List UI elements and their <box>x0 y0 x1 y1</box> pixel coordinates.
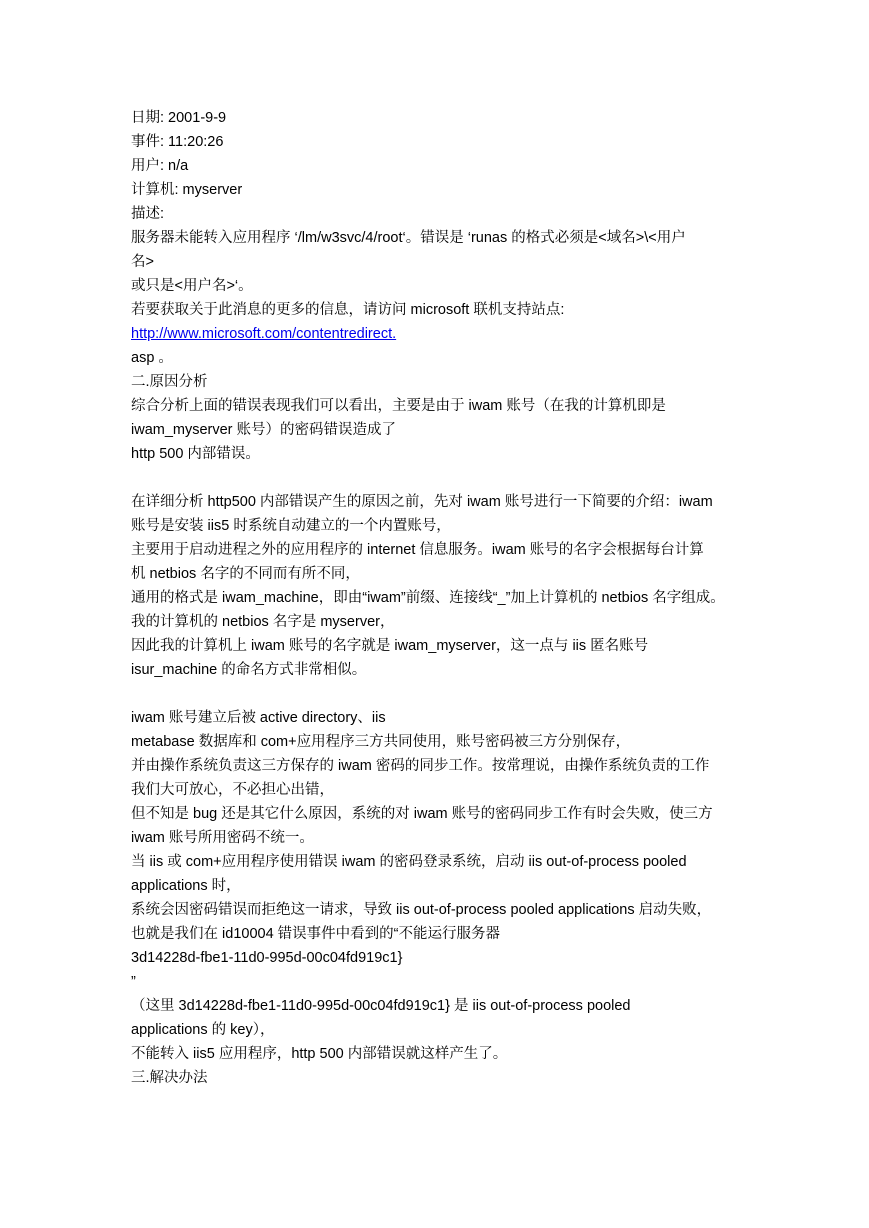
support-link-suffix: asp 。 <box>131 350 173 366</box>
support-link[interactable]: http://www.microsoft.com/contentredirect. <box>131 326 397 342</box>
computer-line: 计算机: myserver <box>131 182 243 198</box>
paragraph-line: 但不知是 bug 还是其它什么原因，系统的对 iwam 账号的密码同步工作有时会失败，使三方 <box>131 806 713 822</box>
paragraph-line: ” <box>131 974 136 990</box>
document-body <box>131 106 743 1090</box>
paragraph-line: iwam 账号建立后被 active directory、iis <box>131 710 386 726</box>
paragraph-line: applications 时， <box>131 878 241 894</box>
paragraph-line: 机 netbios 名字的不同而有所不同， <box>131 566 360 582</box>
blank-line <box>131 682 743 706</box>
paragraph-line: 并由操作系统负责这三方保存的 iwam 密码的同步工作。按常理说，由操作系统负责的工作 <box>131 758 710 774</box>
paragraph-line: 我们大可放心，不必担心出错， <box>131 782 334 798</box>
paragraph-line: 账号是安装 iis5 时系统自动建立的一个内置账号， <box>131 518 451 534</box>
time-line: 事件: 11:20:26 <box>131 134 224 150</box>
paragraph-line: 不能转入 iis5 应用程序，http 500 内部错误就这样产生了。 <box>131 1046 508 1062</box>
paragraph-line: 也就是我们在 id10004 错误事件中看到的“不能运行服务器 <box>131 926 500 942</box>
paragraph-line: 3d14228d-fbe1-11d0-995d-00c04fd919c1} <box>131 950 403 966</box>
paragraph-line: 我的计算机的 netbios 名字是 myserver， <box>131 614 395 630</box>
description-label: 描述: <box>131 206 165 222</box>
blank-line <box>131 466 743 490</box>
paragraph-line: isur_machine 的命名方式非常相似。 <box>131 662 367 678</box>
paragraph-line: http 500 内部错误。 <box>131 446 260 462</box>
support-link-line <box>131 322 743 346</box>
description-line-2: 名> <box>131 254 154 270</box>
more-info-line: 若要获取关于此消息的更多的信息，请访问 microsoft 联机支持站点: <box>131 302 565 318</box>
paragraph-line: iwam 账号所用密码不统一。 <box>131 830 314 846</box>
paragraph-line: 综合分析上面的错误表现我们可以看出，主要是由于 iwam 账号（在我的计算机即是 <box>131 398 666 414</box>
paragraph-line: （这里 3d14228d-fbe1-11d0-995d-00c04fd919c1} 是 iis out-of-process pooled <box>131 998 631 1014</box>
paragraph-line: applications 的 key）， <box>131 1022 275 1038</box>
paragraph-line: metabase 数据库和 com+应用程序三方共同使用，账号密码被三方分别保存， <box>131 734 631 750</box>
section-heading-solution: 三.解决办法 <box>131 1070 208 1086</box>
paragraph-line: iwam_myserver 账号）的密码错误造成了 <box>131 422 397 438</box>
paragraph-line: 通用的格式是 iwam_machine，即由“iwam”前缀、连接线“_”加上计算机的 netbios 名字组成。 <box>131 590 725 606</box>
paragraph-line: 主要用于启动进程之外的应用程序的 internet 信息服务。iwam 账号的名字会根据每台计算 <box>131 542 704 558</box>
paragraph-line: 当 iis 或 com+应用程序使用错误 iwam 的密码登录系统，启动 iis out-of-process pooled <box>131 854 687 870</box>
user-line: 用户: n/a <box>131 158 189 174</box>
section-heading-cause: 二.原因分析 <box>131 374 208 390</box>
description-line-3: 或只是<用户名>‘。 <box>131 278 253 294</box>
date-line: 日期: 2001-9-9 <box>131 110 227 126</box>
paragraph-line: 在详细分析 http500 内部错误产生的原因之前，先对 iwam 账号进行一下简要的介绍：iwam <box>131 494 713 510</box>
paragraph-line: 系统会因密码错误而拒绝这一请求，导致 iis out-of-process pooled applications 启动失败， <box>131 902 712 918</box>
description-line-1: 服务器未能转入应用程序 ‘/lm/w3svc/4/root‘。错误是 ‘runas 的格式必须是<域名>\<用户 <box>131 230 686 246</box>
paragraph-line: 因此我的计算机上 iwam 账号的名字就是 iwam_myserver，这一点与 iis 匿名账号 <box>131 638 649 654</box>
